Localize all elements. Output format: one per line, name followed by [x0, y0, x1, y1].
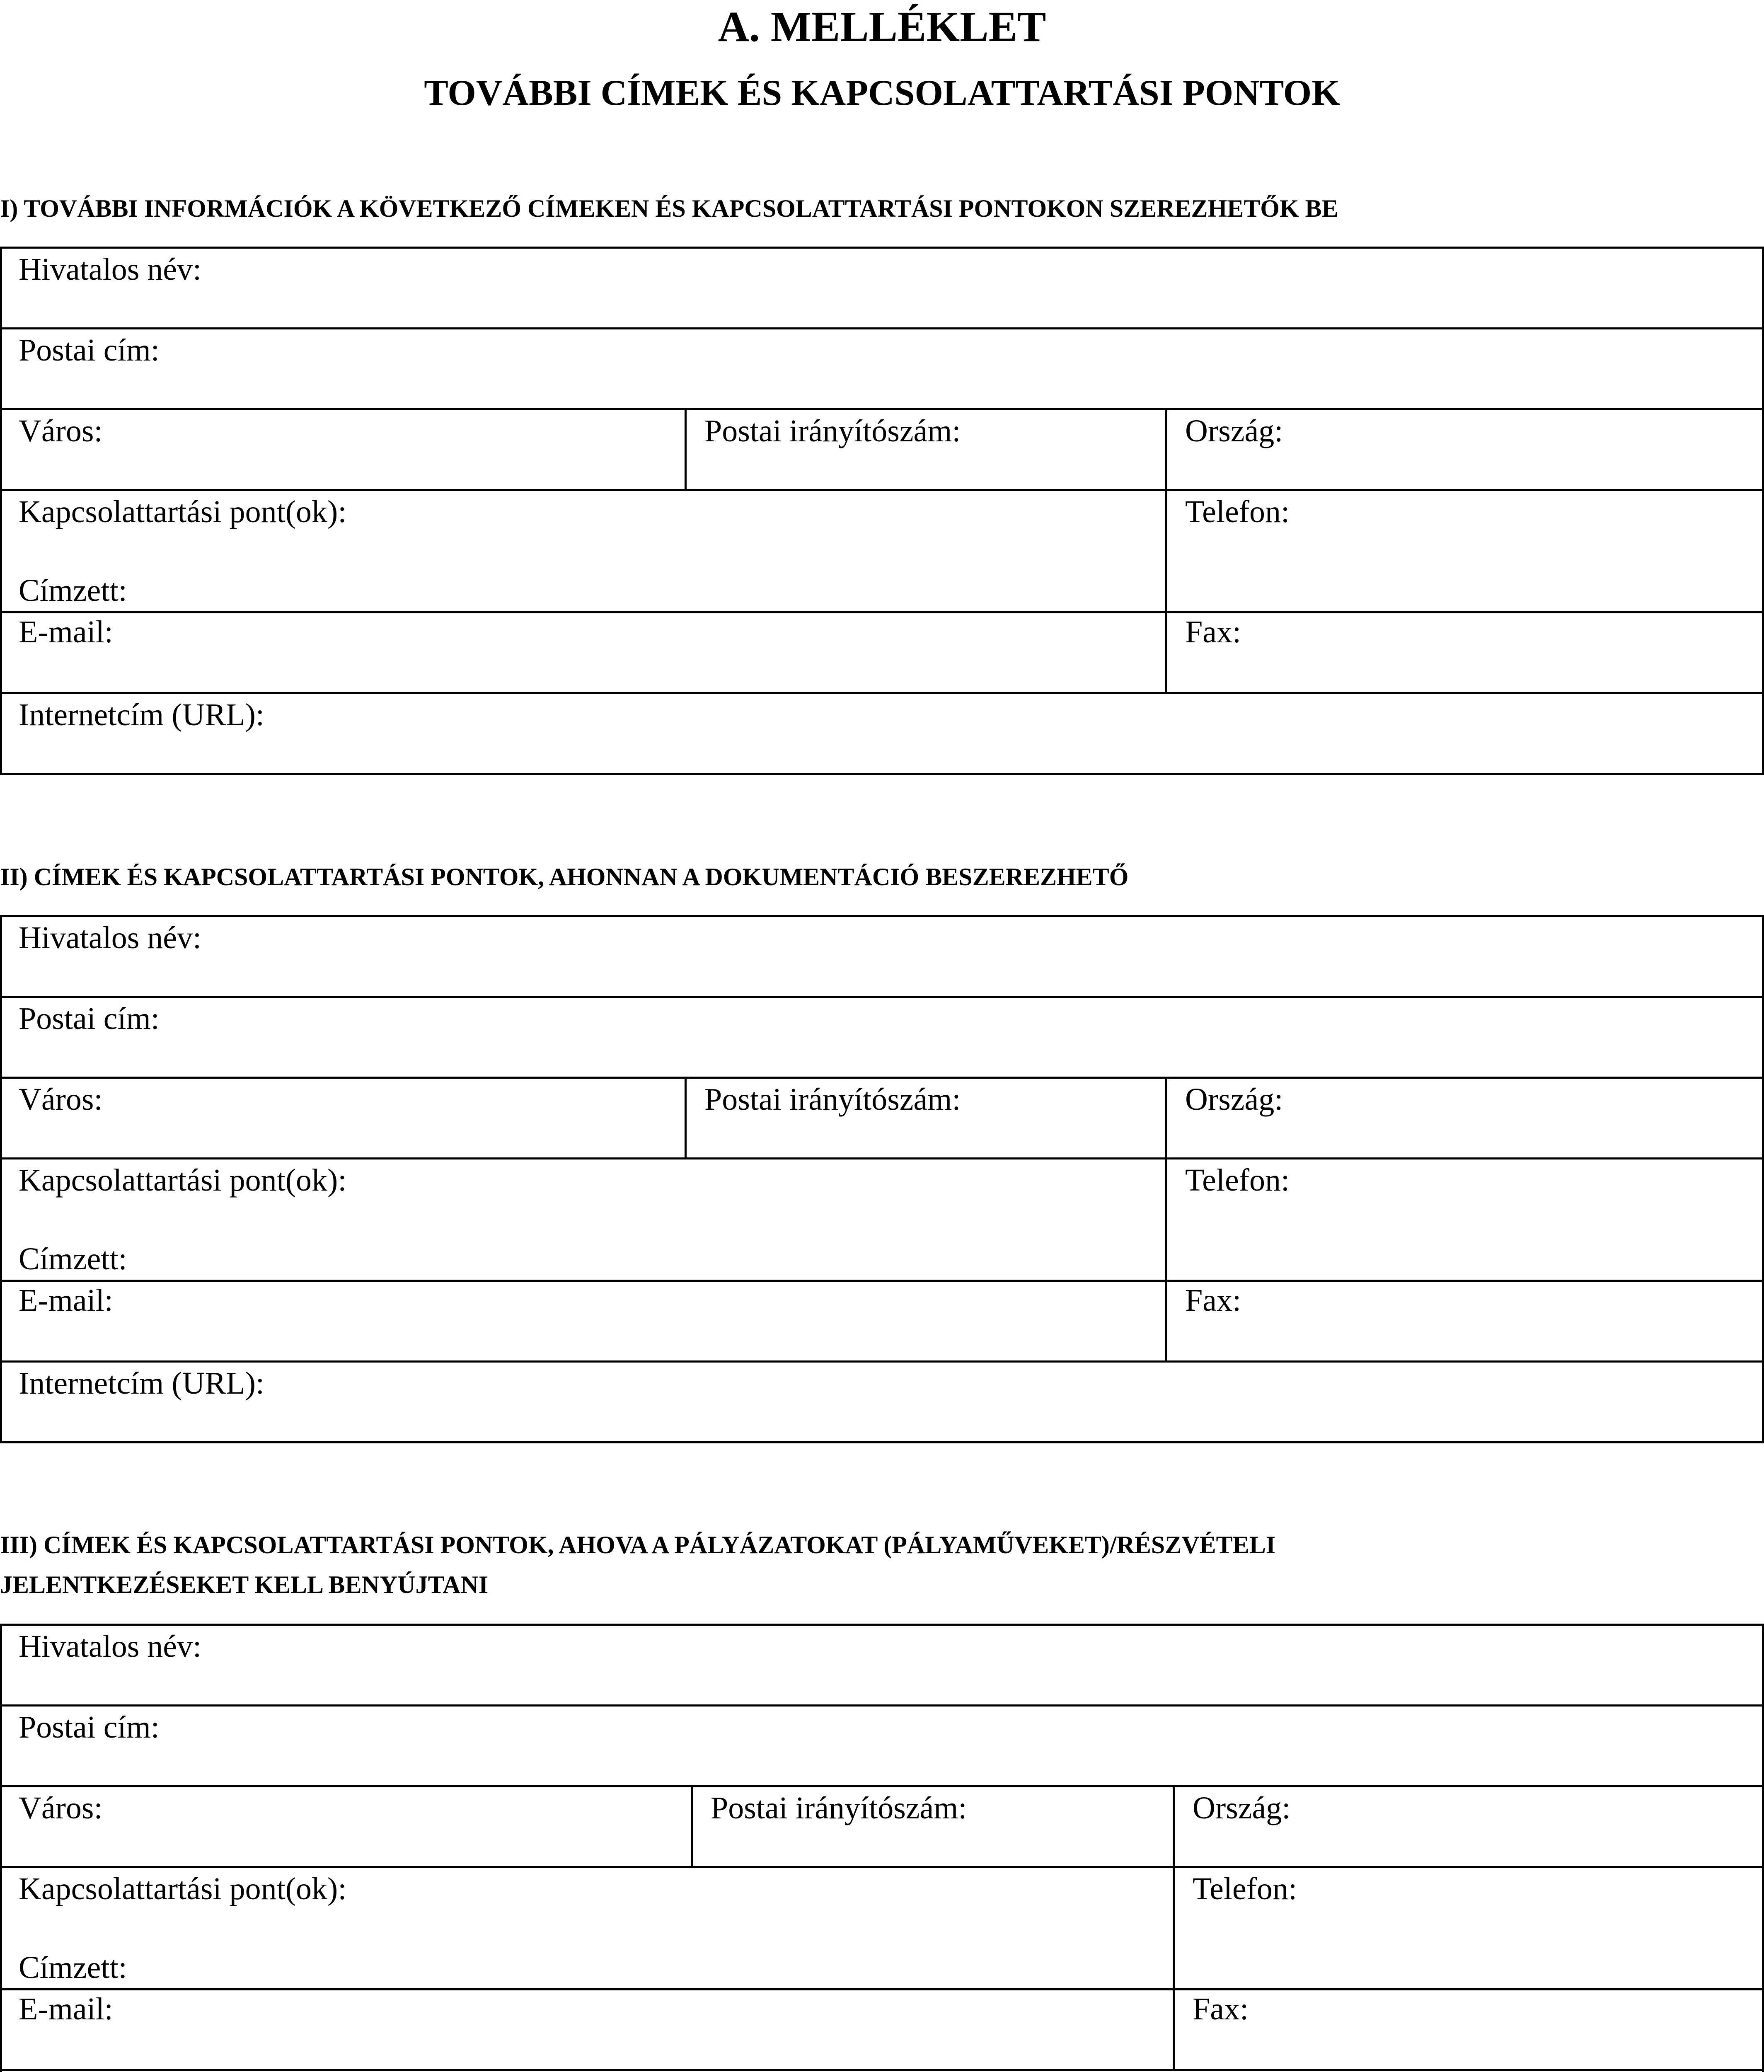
- section-heading-2: [0, 857, 1740, 897]
- email-label: E-mail:: [19, 1992, 113, 2026]
- attention-label: Címzett:: [19, 1950, 127, 1985]
- postal-address-label: Postai cím:: [19, 1710, 160, 1745]
- section-heading-3-prefix: III) C: [0, 1531, 62, 1559]
- section-heading-3-rest: ÍMEK ÉS KAPCSOLATTARTÁSI PONTOK, AHOVA A PÁLYÁZATOKAT (PÁLYAMŰVEKET)/RÉSZVÉTELI: [61, 1531, 1276, 1559]
- attention-label: Címzett:: [19, 1242, 127, 1276]
- url-label: Internetcím (URL):: [19, 1366, 265, 1401]
- contact-points-label: Kapcsolattartási pont(ok):: [19, 494, 347, 529]
- postal-code-label: Postai irányítószám:: [704, 1082, 961, 1117]
- section-heading-2-prefix: II) C: [0, 863, 52, 891]
- address-form-1: [0, 247, 1764, 775]
- fax-label: Fax:: [1185, 1283, 1241, 1318]
- section-heading-1-rest: OVÁBBI INFORMÁCIÓK A KÖVETKEZŐ CÍMEKEN ÉS KAPCSOLATTARTÁSI PONTOKON SZEREZHETŐK BE: [40, 195, 1338, 222]
- country-label: Ország:: [1185, 414, 1283, 448]
- official-name-label: Hivatalos név:: [19, 1629, 202, 1664]
- address-form-3: [0, 1624, 1764, 2072]
- fax-label: Fax:: [1185, 615, 1241, 649]
- postal-code-label: Postai irányítószám:: [711, 1791, 967, 1825]
- postal-address-label: Postai cím:: [19, 1001, 160, 1036]
- country-label: Ország:: [1193, 1791, 1291, 1825]
- contact-points-label: Kapcsolattartási pont(ok):: [19, 1871, 347, 1906]
- postal-address-label: Postai cím:: [19, 333, 160, 368]
- email-label: E-mail:: [19, 615, 113, 649]
- section-heading-3-line2: JELENTKEZÉSEKET KELL BENYÚJTANI: [0, 1571, 489, 1598]
- page-title: A. MELLÉKLET: [718, 3, 1046, 51]
- attention-label: Címzett:: [19, 573, 127, 608]
- city-label: Város:: [19, 1082, 103, 1117]
- telephone-label: Telefon:: [1185, 494, 1290, 529]
- city-label: Város:: [19, 414, 103, 448]
- contact-points-label: Kapcsolattartási pont(ok):: [19, 1163, 347, 1198]
- section-heading-2-rest: ÍMEK ÉS KAPCSOLATTARTÁSI PONTOK, AHONNAN A DOKUMENTÁCIÓ BESZEREZHETŐ: [52, 863, 1129, 891]
- country-label: Ország:: [1185, 1082, 1283, 1117]
- official-name-label: Hivatalos név:: [19, 252, 202, 287]
- official-name-label: Hivatalos név:: [19, 920, 202, 955]
- telephone-label: Telefon:: [1185, 1163, 1290, 1198]
- postal-code-label: Postai irányítószám:: [704, 414, 961, 448]
- email-label: E-mail:: [19, 1283, 113, 1318]
- fax-label: Fax:: [1193, 1992, 1249, 2026]
- section-heading-1: [0, 189, 1740, 228]
- telephone-label: Telefon:: [1193, 1871, 1297, 1906]
- page-subtitle: TOVÁBBI CÍMEK ÉS KAPCSOLATTARTÁSI PONTOK: [424, 73, 1340, 113]
- section-heading-1-prefix: I) T: [0, 195, 40, 222]
- url-label: Internetcím (URL):: [19, 697, 265, 732]
- address-form-2: [0, 915, 1764, 1443]
- city-label: Város:: [19, 1791, 103, 1825]
- section-heading-3: [0, 1525, 1740, 1605]
